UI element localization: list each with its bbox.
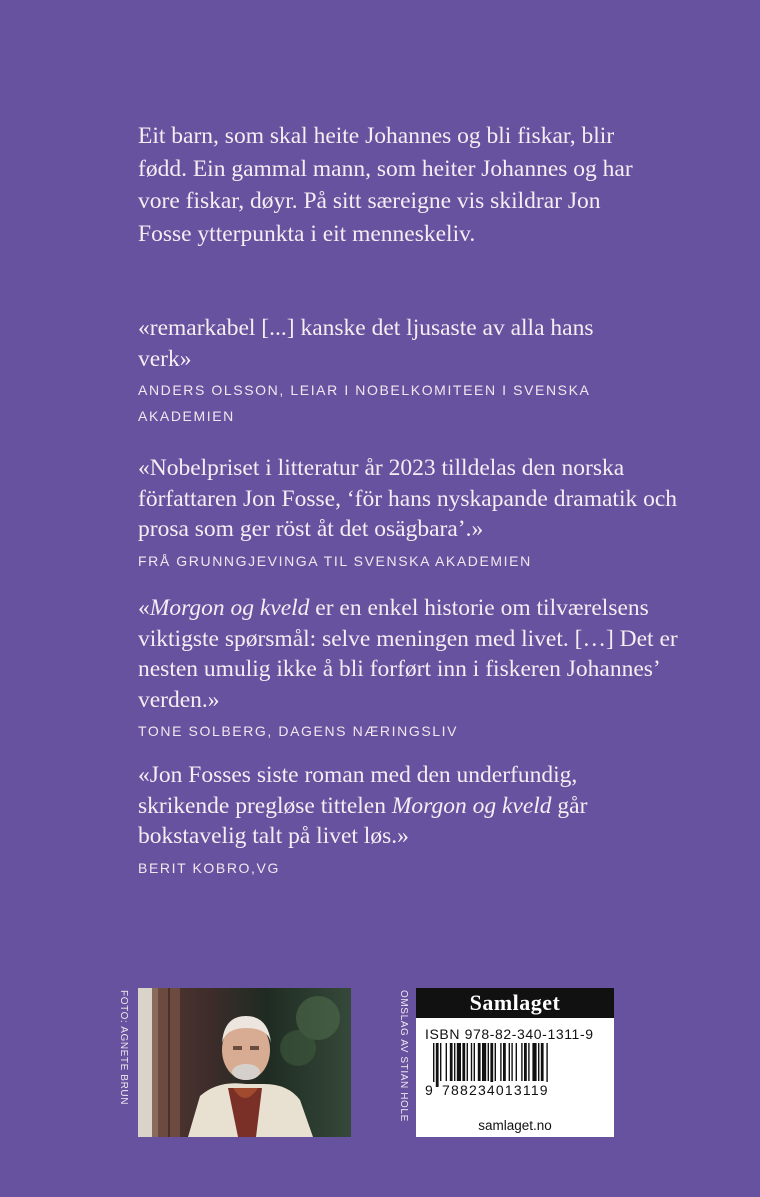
barcode-bar <box>433 1043 434 1087</box>
barcode-bar <box>538 1043 539 1081</box>
barcode-bar <box>503 1043 506 1081</box>
barcode-bar <box>511 1043 512 1081</box>
barcode-bar <box>436 1043 439 1087</box>
barcode-bar <box>488 1043 489 1081</box>
book-title: Morgon og kveld <box>149 595 310 621</box>
barcode-bar <box>440 1043 441 1081</box>
isbn-barcode-box <box>416 988 614 1137</box>
barcode-bar <box>528 1043 529 1081</box>
barcode-bar <box>446 1043 447 1081</box>
barcode-bar <box>471 1043 472 1081</box>
barcode-bar <box>509 1043 510 1081</box>
ean-lead-digit: 9 <box>425 1082 433 1098</box>
author-photo <box>138 988 351 1137</box>
quote-attribution: TONE SOLBERG, DAGENS NÆRINGSLIV <box>138 723 459 739</box>
publisher-logo: Samlaget <box>416 988 614 1018</box>
barcode-bar <box>454 1043 455 1081</box>
barcode-bar <box>457 1043 461 1081</box>
quote-attribution: FRÅ GRUNNGJEVINGA TIL SVENSKA AKADEMIEN <box>138 552 532 569</box>
quote-rest: er en enkel historie om tilværelsens viktigste spørsmål: selve meningen med livet. […] Det er nesten umulig ikke å bli forført inn i fiskeren Johannes’ verden.» <box>138 595 678 713</box>
quote-text <box>138 593 678 715</box>
barcode-bar <box>521 1043 522 1081</box>
barcode-bar <box>532 1043 536 1081</box>
cover-credit: OMSLAG AV STIAN HOLE <box>398 990 409 1122</box>
review-quote <box>138 593 678 744</box>
quote-text <box>138 760 658 852</box>
author-portrait <box>138 988 351 1137</box>
barcode-bar <box>500 1043 501 1081</box>
barcode-bar <box>478 1043 481 1081</box>
barcode-bars <box>425 1043 605 1087</box>
quote-rest: går bokstavelig talt på livet løs.» <box>138 792 588 849</box>
isbn-number: ISBN 978-82-340-1311-9 <box>425 1026 594 1042</box>
barcode-bar <box>546 1043 547 1087</box>
barcode-bar <box>490 1043 493 1087</box>
barcode-bar <box>495 1043 496 1081</box>
quote-text: «remarkabel [...] kanske det ljusaste av alla hans verk» <box>138 315 594 372</box>
barcode-bar <box>474 1043 475 1081</box>
barcode-bar <box>482 1043 486 1081</box>
quote-attribution: BERIT KOBRO,VG <box>138 859 280 876</box>
barcode-bar <box>467 1043 468 1081</box>
quote-attribution: ANDERS OLSSON, LEIAR I NOBELKOMITEEN I SVENSKA AKADEMIEN <box>138 382 590 424</box>
publisher-website: samlaget.no <box>478 1118 552 1133</box>
quote-open: « <box>138 595 150 621</box>
photo-credit: FOTO: AGNETE BRUN <box>118 990 129 1106</box>
review-quote <box>138 453 698 574</box>
quote-open: «Jon Fosses siste roman med den underfundig, skrikende pregløse tittelen <box>138 762 578 819</box>
ean-digits: 788234013119 <box>442 1082 549 1098</box>
barcode-bar <box>541 1043 544 1081</box>
review-quote <box>138 313 648 429</box>
quote-text: «Nobelpriset i litteratur år 2023 tilldelas den norska författaren Jon Fosse, ‘för hans nyskapande dramatik och prosa som ger röst åt det osägbara’.» <box>138 455 678 542</box>
barcode-bar <box>516 1043 517 1081</box>
barcode-bar <box>524 1043 527 1081</box>
barcode-bar <box>462 1043 465 1081</box>
barcode-bar <box>450 1043 453 1081</box>
intro-text: Eit barn, som skal heite Johannes og bli fiskar, blir fødd. Ein gammal mann, som heiter Johannes og har vore fiskar, døyr. På sitt særeigne vis skildrar Jon Fosse ytterpunkta i eit menneskeliv. <box>138 123 633 247</box>
review-quote <box>138 760 658 881</box>
book-title: Morgon og kveld <box>391 792 552 819</box>
